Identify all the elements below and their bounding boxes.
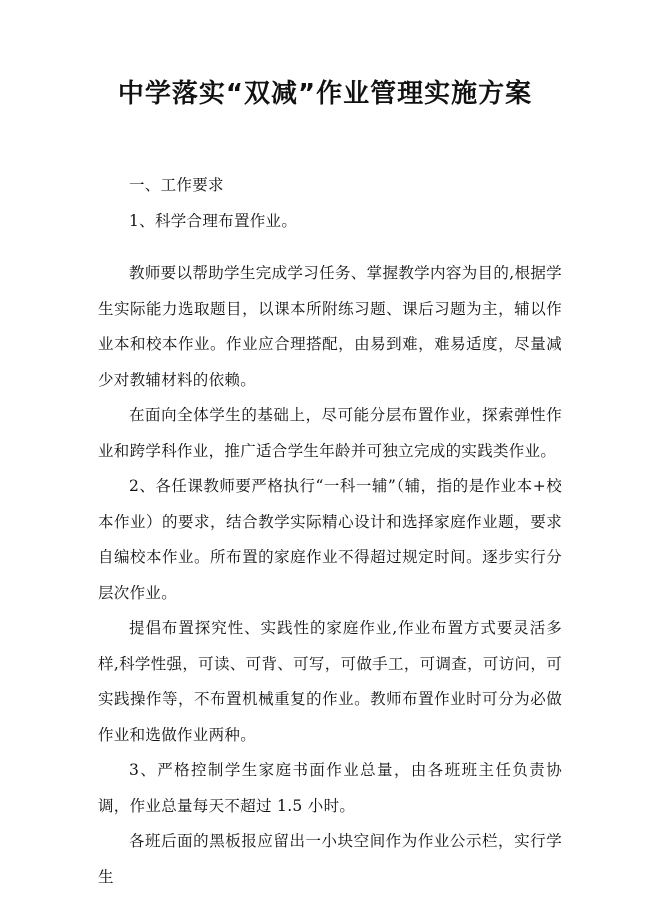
- paragraph-1: 教师要以帮助学生完成学习任务、掌握教学内容为目的,根据学生实际能力选取题目，以课本所附练习题、课后习题为主，辅以作业本和校本作业。作业应合理搭配，由易到难，难易适度，尽量减少对教辅材料的依赖。: [98, 264, 562, 389]
- paragraph-3: 2、各任课教师要严格执行“一科一辅”（辅，指的是作业本+校本作业）的要求，结合教学实际精心设计和选择家庭作业题，要求自编校本作业。所布置的家庭作业不得超过规定时间。逐步实行分层次作业。: [98, 477, 562, 602]
- paragraph-6: 各班后面的黑板报应留出一小块空间作为作业公示栏，实行学生: [98, 832, 562, 886]
- section-heading: 一、工作要求: [129, 176, 224, 194]
- paragraph-4: 提倡布置探究性、实践性的家庭作业,作业布置方式要灵活多样,科学性强，可读、可背、可写，可做手工，可调查，可访问，可实践操作等，不布置机械重复的作业。教师布置作业时可分为必做作业和选做作业两种。: [98, 619, 562, 744]
- paragraph-2: 在面向全体学生的基础上，尽可能分层布置作业，探索弹性作业和跨学科作业，推广适合学生年龄并可独立完成的实践类作业。: [98, 406, 562, 460]
- document-title: 中学落实“双减”作业管理实施方案: [117, 79, 533, 109]
- paragraph-5: 3、严格控制学生家庭书面作业总量，由各班班主任负责协调，作业总量每天不超过 1.5 小时。: [98, 761, 562, 815]
- item-heading: 1、科学合理布置作业。: [129, 212, 298, 230]
